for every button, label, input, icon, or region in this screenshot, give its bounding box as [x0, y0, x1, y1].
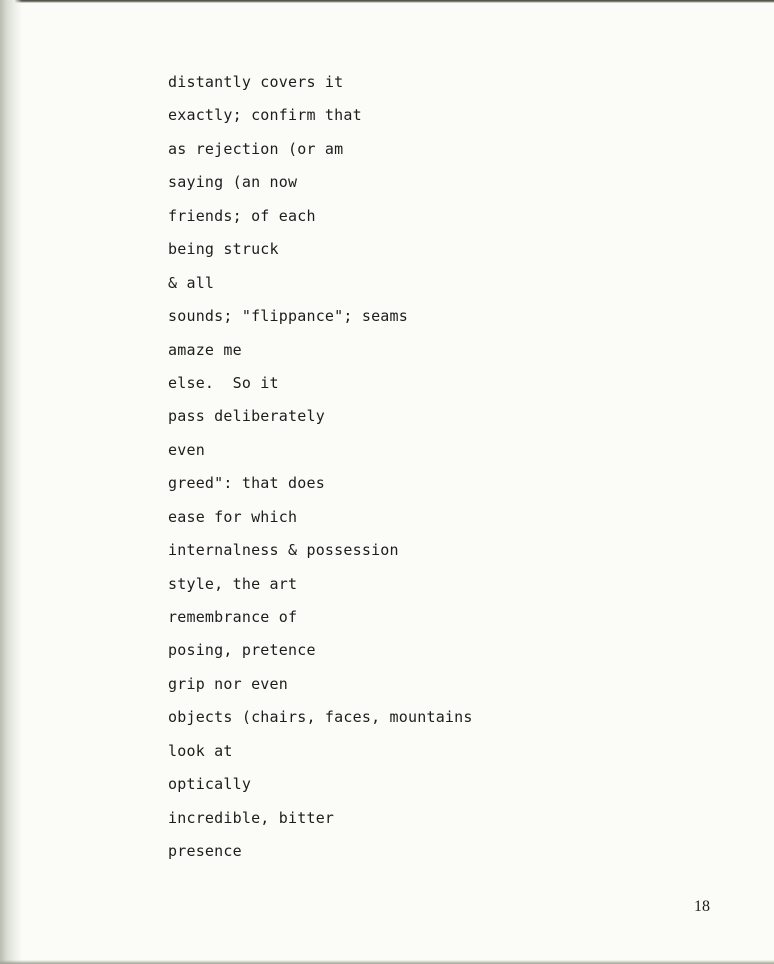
poem-line: posing, pretence: [168, 641, 316, 660]
page-number: 18: [694, 898, 710, 915]
poem-line: ease for which: [168, 507, 298, 526]
poem-line: remembrance of: [168, 608, 298, 626]
poem-line: grip nor even: [168, 674, 288, 693]
poem-line: incredible, bitter: [168, 808, 335, 827]
poem-line: distantly covers it: [168, 73, 344, 91]
page-top-edge: [0, 0, 774, 3]
poem-line: friends; of each: [168, 206, 316, 225]
spine-shadow: [0, 0, 22, 964]
poem-line: greed": that does: [168, 474, 325, 493]
poem-line: optically: [168, 775, 252, 794]
poem-line: even: [168, 440, 205, 459]
poem-line: else. So it: [168, 373, 279, 392]
poem-line: & all: [168, 273, 215, 292]
poem-line: internalness & possession: [168, 541, 399, 560]
poem-line: look at: [168, 741, 233, 760]
poem-line: objects (chairs, faces, mountains: [168, 708, 473, 727]
poem-line: as rejection (or am: [168, 139, 344, 158]
poem-line: sounds; "flippance"; seams: [168, 307, 408, 326]
poem-line: saying (an now: [168, 173, 298, 192]
poem-line: exactly; confirm that: [168, 106, 362, 125]
poem-line: pass deliberately: [168, 407, 325, 426]
poem-line: being struck: [168, 240, 279, 259]
poem-line: style, the art: [168, 574, 298, 593]
poem-line: amaze me: [168, 340, 242, 359]
poem-text: [168, 70, 473, 873]
poem-line: presence: [168, 842, 242, 861]
page-bottom-edge: [0, 960, 774, 964]
